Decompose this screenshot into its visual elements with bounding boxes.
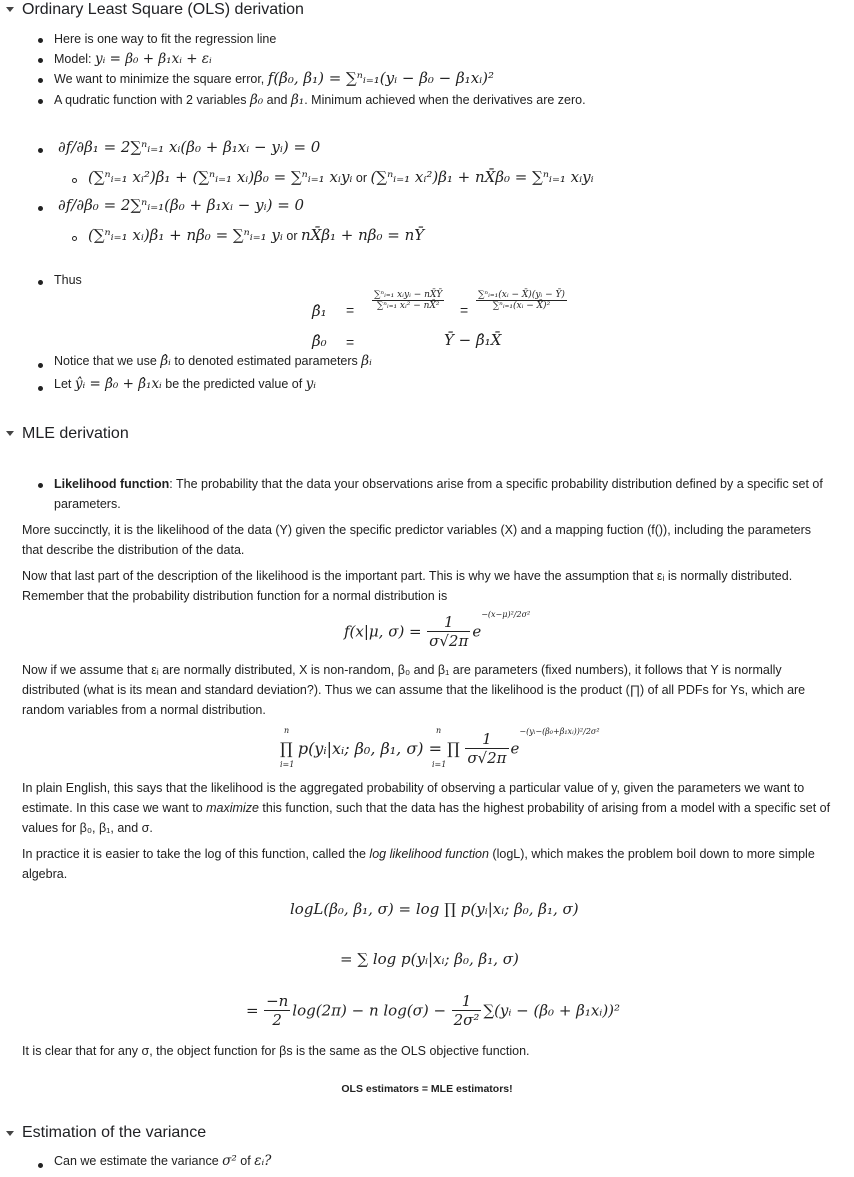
paragraph: More succinctly, it is the likelihood of the data (Y) given the specific predictor variables (X) and a mapping fuction (f()), including the parameters that describe the distribution of the data. [22, 523, 812, 557]
bullet [38, 38, 43, 43]
label: Model: [54, 52, 92, 66]
bullet [38, 280, 43, 285]
normal-pdf-equation: f(x|μ, σ) = $\frac{1}{\sigma√2\pi}$ $e^{-(x-\mu)^2/2\sigma^2}$ [344, 610, 531, 651]
list-item-model [54, 51, 212, 67]
list-item-variance-question: Can we estimate the variance σ² of εᵢ? [54, 1153, 272, 1169]
log-likelihood-line-3: = $\frac{-n}{2}$ log(2π) − n log(σ) − $\frac{1}{\text{2σ²}}$ ∑(yᵢ − (β₀ + β₁xᵢ))² [246, 992, 621, 1029]
bullet [38, 206, 43, 211]
bullet [38, 58, 43, 63]
bullet [38, 363, 43, 368]
bullet [38, 1163, 43, 1168]
bullet [38, 78, 43, 83]
label: We want to minimize the square error, [54, 72, 265, 86]
section-title-ols[interactable]: Ordinary Least Square (OLS) derivation [22, 1, 304, 18]
paragraph: It is clear that for any σ, the object function for βs is the same as the OLS objective function. [22, 1044, 530, 1058]
list-item-let: Let ŷᵢ = β̂₀ + β̂₁xᵢ be the predicted value of yᵢ [54, 376, 316, 392]
list-item-square-error [54, 69, 494, 87]
paragraph: Now that last part of the description of the likelihood is the important part. This is why we have the assumption that εᵢ is normally distributed. Remember that the probability distribution function for a normal distribution is [22, 569, 793, 603]
bullet [38, 483, 43, 488]
beta0-rhs: Ȳ − β̂₁X̄ [444, 331, 502, 349]
equals: = [346, 302, 355, 318]
list-item-quadratic: A qudratic function with 2 variables β₀ and β₁. Minimum achieved when the derivatives are zero. [54, 92, 586, 108]
collapse-caret-variance[interactable] [6, 1131, 14, 1136]
product-index: i=1 [280, 760, 295, 769]
section-title-variance[interactable]: Estimation of the variance [22, 1124, 207, 1141]
model-equation: yᵢ = β₀ + β₁xᵢ + εᵢ [95, 51, 212, 67]
paragraph: In plain English, this says that the likelihood is the aggregated probability of observing a particular value of y, given the parameters we want to estimate. In this case we want to maximize this function, such that the data has the highest probability of arising from a model with a specific set of values for β₀, β₁, and σ. [22, 781, 831, 835]
list-item-notice: Notice that we use β̂ᵢ to denoted estimated parameters βᵢ [54, 353, 372, 369]
paragraph: Now if we assume that εᵢ are normally distributed, X is non-random, β₀ and β₁ are parameters (fixed numbers), it follows that Y is normally distributed (what is its mean and standard deviation?). Thus we can assume that the likelihood is the product (∏) of all PDFs for Ys, which are random variables from a normal distribution. [22, 663, 806, 717]
derivative-beta1: ∂f/∂β₁ = 2∑ⁿᵢ₌₁ xᵢ(β₀ + β₁xᵢ − yᵢ) = 0 [58, 138, 321, 156]
beta1-fraction-1: $\frac{\text{∑ⁿᵢ₌₁ xᵢyᵢ − nX̄Ȳ}}{\text{∑ⁿᵢ₌₁ xᵢ² − nX̄²}}$ [374, 290, 443, 311]
likelihood-definition: Likelihood function: The probability that the data your observations arise from a specific probability distribution defined by a specific set of parameters. [54, 477, 823, 511]
collapse-caret-mle[interactable] [6, 431, 14, 436]
square-error-equation: f(β₀, β₁) = ∑ⁿᵢ₌₁(yᵢ − β₀ − β₁xᵢ)² [267, 69, 495, 87]
conclusion: OLS estimators = MLE estimators! [341, 1083, 513, 1095]
derivative-beta0: ∂f/∂β₀ = 2∑ⁿᵢ₌₁(β₀ + β₁xᵢ − yᵢ) = 0 [58, 196, 305, 214]
paragraph: In practice it is easier to take the log of this function, called the log likelihood function (logL), which makes the problem boil down to more simple algebra. [22, 847, 815, 881]
section-title-mle[interactable]: MLE derivation [22, 425, 129, 442]
sub-bullet [72, 178, 77, 183]
beta1-hat: β̂₁ [312, 302, 327, 320]
product-index: n [436, 726, 442, 735]
product-index: n [284, 726, 290, 735]
collapse-caret-ols[interactable] [6, 7, 14, 12]
beta1-fraction-2: $\frac{\text{∑ⁿᵢ₌₁(xᵢ − X̄)(yᵢ − Ȳ)}}{\text{∑ⁿᵢ₌₁(xᵢ − X̄)²}}$ [478, 290, 565, 311]
likelihood-term: Likelihood function [54, 477, 170, 491]
bullet [38, 148, 43, 153]
likelihood-product-equation: ∏ p(yᵢ|xᵢ; β₀, β₁, σ) = ∏ $\frac{1}{\sigma√2\pi}$ $e^{-(yᵢ-(\beta_0+\beta_1xᵢ))^2/2\sigma^2}$ [280, 727, 600, 768]
derivative-beta1-expansion: (∑ⁿᵢ₌₁ xᵢ²)β₁ + (∑ⁿᵢ₌₁ xᵢ)β₀ = ∑ⁿᵢ₌₁ xᵢyᵢ or (∑ⁿᵢ₌₁ xᵢ²)β₁ + nX̄β₀ = ∑ⁿᵢ₌₁ xᵢyᵢ [88, 168, 594, 186]
list-item-thus: Thus [54, 273, 82, 287]
sub-bullet [72, 236, 77, 241]
beta0-hat: β̂₀ [312, 332, 327, 350]
product-index: i=1 [432, 760, 447, 769]
equals: = [346, 334, 355, 350]
bullet [38, 386, 43, 391]
log-likelihood-line-1: logL(β₀, β₁, σ) = log ∏ p(yᵢ|xᵢ; β₀, β₁, σ) [290, 900, 579, 918]
bullet [38, 99, 43, 104]
equals: = [460, 302, 469, 318]
derivative-beta0-expansion: (∑ⁿᵢ₌₁ xᵢ)β₁ + nβ₀ = ∑ⁿᵢ₌₁ yᵢ or nX̄β₁ + nβ₀ = nȲ [88, 226, 425, 244]
list-item: Here is one way to fit the regression line [54, 32, 277, 46]
log-likelihood-line-2: = ∑ log p(yᵢ|xᵢ; β₀, β₁, σ) [340, 950, 519, 968]
